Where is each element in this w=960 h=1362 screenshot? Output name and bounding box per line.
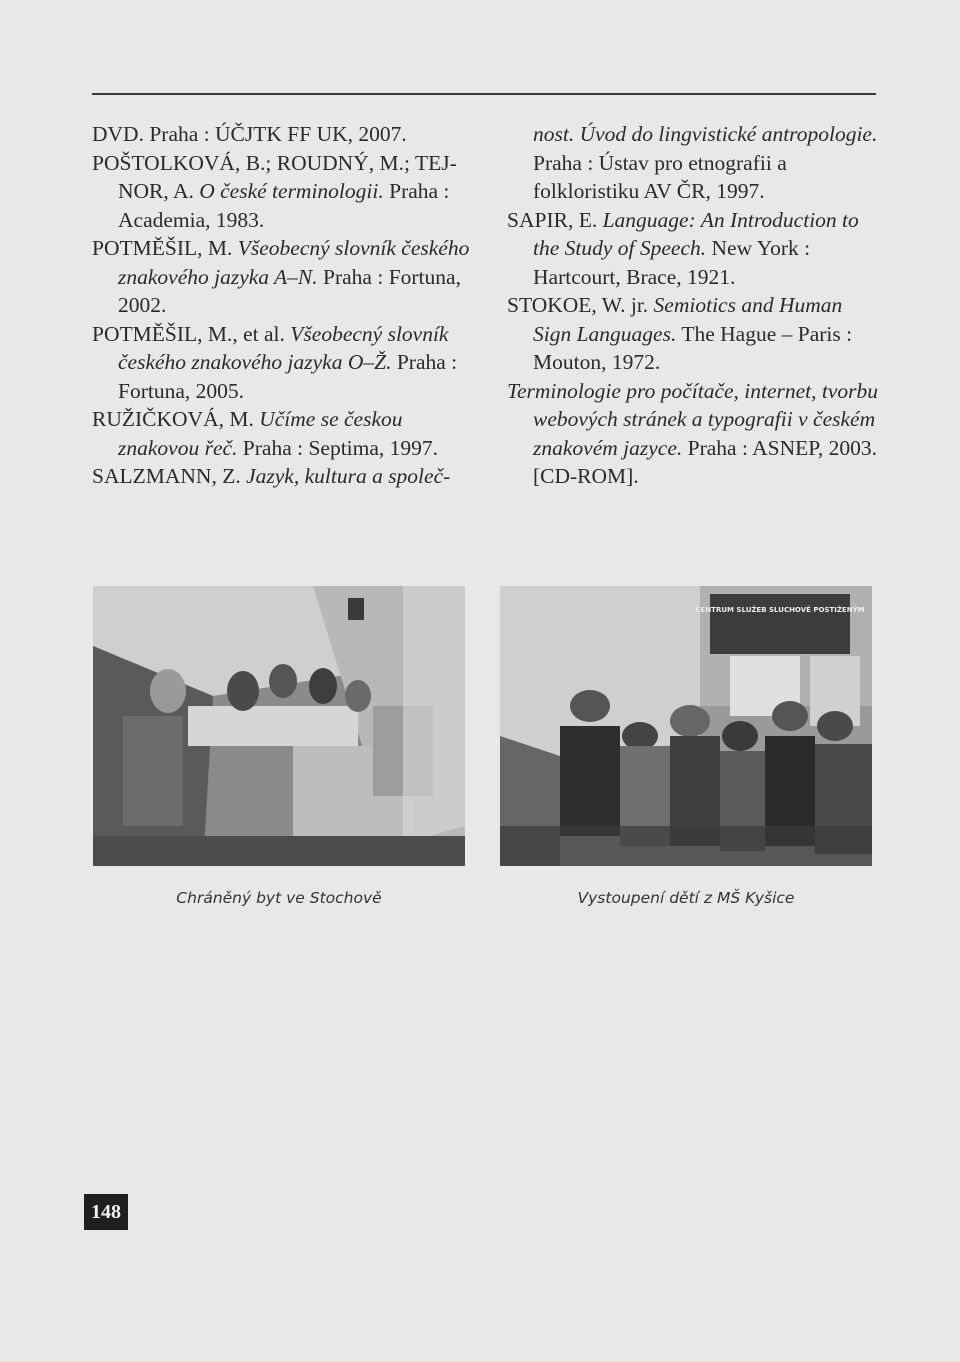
- reference-entry: SALZMANN, Z. Jazyk, kultura a společ-: [92, 464, 451, 488]
- photo-kindergarten-image: [500, 586, 872, 866]
- reference-entry: DVD. Praha : ÚČJTK FF UK, 2007.: [92, 122, 407, 146]
- reference-entry: RUŽIČKOVÁ, M. Učíme se českou znakovou řeč. Praha : Septima, 1997.: [92, 407, 439, 460]
- photo-sheltered-flat: [93, 586, 465, 866]
- reference-entry: POTMĚŠIL, M., et al. Všeobecný slovník českého znakového jazyka O–Ž. Praha : Fortuna, 2005.: [92, 321, 458, 403]
- photo-caption: Vystoupení dětí z MŠ Kyšice: [577, 889, 795, 907]
- right-column: [507, 120, 879, 491]
- header-rule: [92, 93, 876, 95]
- reference-entry: POŠTOLKOVÁ, B.; ROUDNÝ, M.; TEJ-NOR, A. O české terminologii. Praha : Academia, 1983.: [92, 150, 457, 232]
- photo-kindergarten-performance: [500, 586, 872, 866]
- reference-entry: Terminologie pro počítače, internet, tvorbu webových stránek a typografii v českém znakovém jazyce. Praha : ASNEP, 2003. [CD-ROM].: [507, 378, 879, 488]
- left-column: [92, 120, 470, 491]
- notice-board-sign: CENTRUM SLUŽEB SLUCHOVĚ POSTIŽENÝM: [695, 606, 865, 614]
- photo-caption: Chráněný byt ve Stochově: [176, 889, 382, 907]
- photo-sheltered-flat-image: [93, 586, 465, 866]
- reference-entry: POTMĚŠIL, M. Všeobecný slovník českého znakového jazyka A–N. Praha : Fortuna, 2002.: [92, 236, 470, 317]
- reference-entry: STOKOE, W. jr. Semiotics and Human Sign Languages. The Hague – Paris : Mouton, 1972.: [507, 293, 853, 374]
- reference-entry-continuation: nost. Úvod do lingvistické antropologie. Praha : Ústav pro etnografii a folkloristiku AV ČR, 1997.: [533, 122, 878, 203]
- reference-entry: SAPIR, E. Language: An Introduction to the Study of Speech. New York : Hartcourt, Brace, 1921.: [507, 207, 859, 289]
- page-number: 148: [84, 1194, 128, 1230]
